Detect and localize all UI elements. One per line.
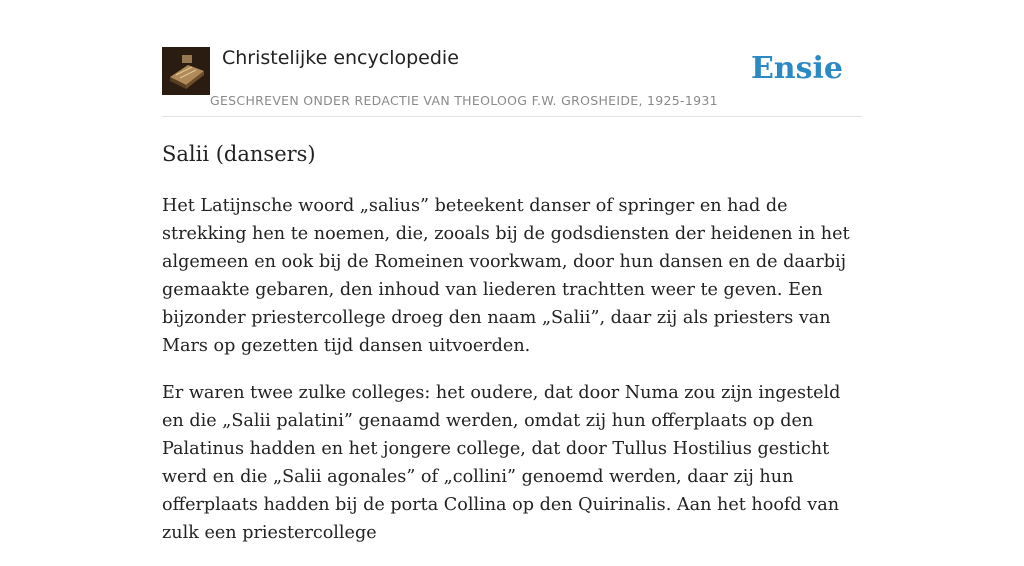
article-paragraph: Het Latijnsche woord „salius” beteekent danser of springer en had de strekking hen te noemen, die, zooals bij de godsdiensten der heidenen in het algemeen en ook bij de Romeinen voorkwam, door hun dansen en de daarbij gemaakte gebaren, den inhoud van liederen trachtten weer te geven. Een bijzonder priestercollege droeg den naam „Salii”, daar zij als priesters van Mars op gezetten tijd dansen uitvoerden. [162, 196, 850, 356]
book-cover-icon [162, 47, 210, 95]
book-title[interactable]: Christelijke encyclopedie [222, 47, 459, 69]
ensie-logo[interactable]: Ensie [750, 51, 843, 86]
header [162, 46, 862, 117]
book-subtitle: GESCHREVEN ONDER REDACTIE VAN THEOLOOG F.W. GROSHEIDE, 1925-1931 [210, 93, 718, 108]
book-avatar[interactable] [162, 47, 210, 95]
article-title: Salii (dansers) [162, 142, 316, 166]
article-paragraph: Er waren twee zulke colleges: het oudere, dat door Numa zou zijn ingesteld en die „Salii palatini” genaamd werden, omdat zij hun offerplaats op den Palatinus hadden en het jongere college, dat door Tullus Hostilius gesticht werd en die „Salii agonales” of „collini” genoemd werden, daar zij hun offerplaats hadden bij de porta Collina op den Quirinalis. Aan het hoofd van zulk een priestercollege [162, 383, 841, 543]
article-body [162, 192, 862, 566]
